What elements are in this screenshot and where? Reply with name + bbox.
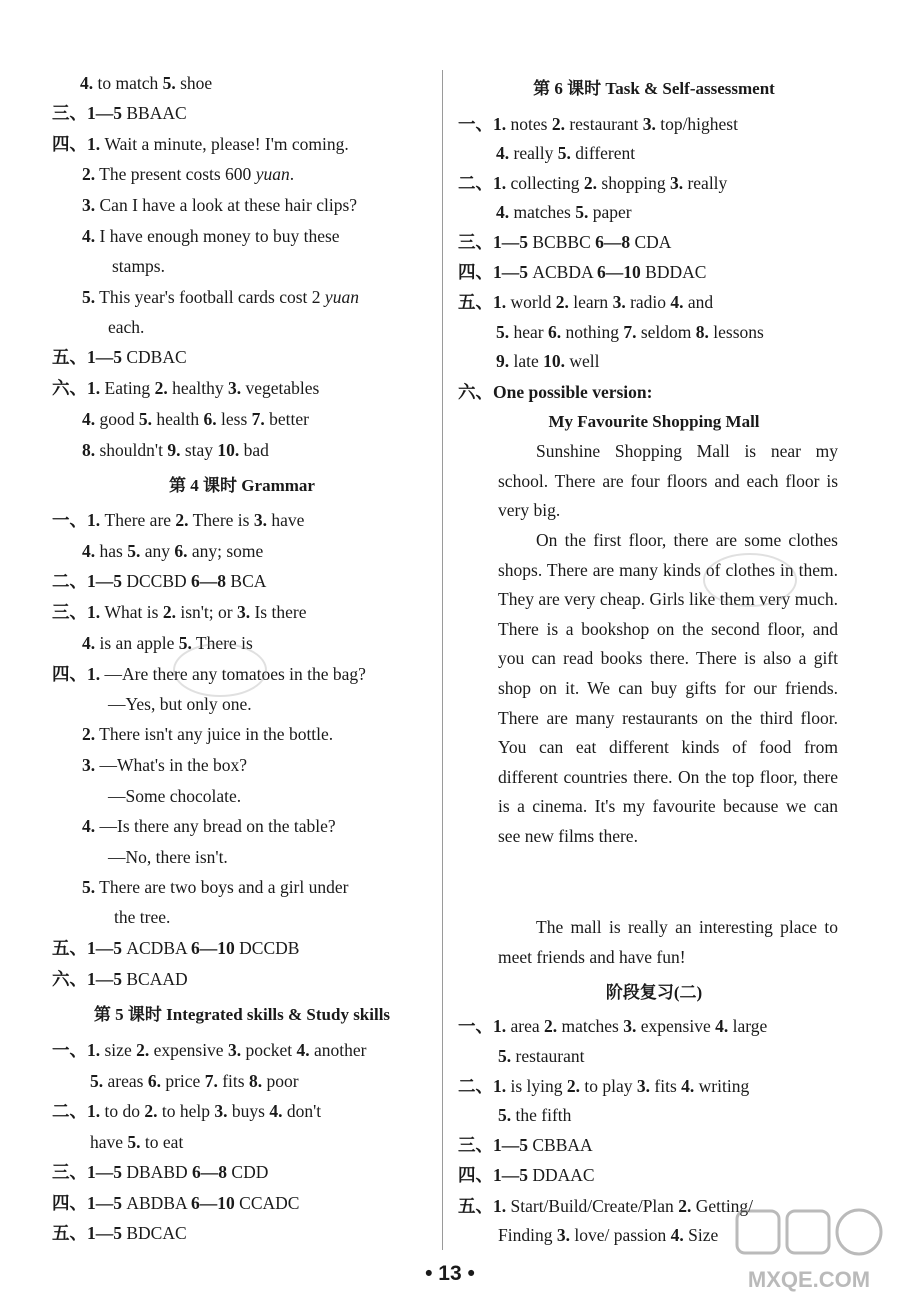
answer-line: 一、1. area 2. matches 3. expensive 4. large: [458, 1016, 768, 1036]
answer-line: 4. I have enough money to buy these: [82, 226, 340, 246]
answer-line: 五、1—5 CDBAC: [52, 347, 187, 367]
answer-line: Finding 3. love/ passion 4. Size: [498, 1225, 719, 1245]
answer-line: 三、1—5 CBBAA: [458, 1135, 593, 1155]
answer-line: 三、1. What is 2. isn't; or 3. Is there: [52, 602, 307, 622]
column-divider: [442, 70, 443, 1250]
answer-line: 一、1. notes 2. restaurant 3. top/highest: [458, 114, 738, 134]
answer-line: 二、1. to do 2. to help 3. buys 4. don't: [52, 1101, 322, 1121]
answer-line: 5. the fifth: [498, 1105, 572, 1125]
lesson-heading: 第 5 课时 Integrated skills & Study skills: [93, 1005, 391, 1024]
answer-line: 5. This year's football cards cost 2 yuan: [82, 287, 359, 307]
answer-line: 六、1—5 BCAAD: [52, 969, 188, 989]
answer-line: 4. really 5. different: [496, 143, 636, 163]
answer-line: 5. areas 6. price 7. fits 8. poor: [90, 1071, 299, 1091]
answer-line: 5. hear 6. nothing 7. seldom 8. lessons: [496, 322, 764, 342]
answer-line: each.: [108, 317, 145, 337]
answer-line: 四、1—5 ABDBA 6—10 CCADC: [52, 1193, 300, 1213]
answer-line: 4. —Is there any bread on the table?: [82, 816, 336, 836]
answer-line: 三、1—5 DBABD 6—8 CDD: [52, 1162, 269, 1182]
answer-line: 8. shouldn't 9. stay 10. bad: [82, 440, 269, 460]
answer-line: 三、1—5 BBAAC: [52, 103, 187, 123]
answer-line: 3. —What's in the box?: [82, 755, 247, 775]
answer-line: 5. restaurant: [498, 1046, 585, 1066]
essay-paragraph: On the first floor, there are some clothes shops. There are many kinds of clothes in them. They are very cheap. Girls like them very much. There is a bookshop on the second floor, and you can read books there. There is also a gift shop on it. We can buy gifts for our friends. There are many restaurants on the third floor. You can eat different kinds of food from different countries there. On the top floor, there is a cinema. It's my favourite because we can see new films there.: [498, 530, 838, 846]
answer-line: 一、1. There are 2. There is 3. have: [52, 510, 305, 530]
answer-line: 二、1—5 DCCBD 6—8 BCA: [52, 571, 267, 591]
answer-line: 3. Can I have a look at these hair clips?: [82, 195, 358, 215]
answer-line: 4. has 5. any 6. any; some: [82, 541, 264, 561]
answer-line: stamps.: [112, 256, 165, 276]
answer-line: 4. good 5. health 6. less 7. better: [82, 409, 309, 429]
answer-line: —Yes, but only one.: [108, 694, 252, 714]
answer-line: 4. to match 5. shoe: [80, 73, 213, 93]
answer-line: 六、1. Eating 2. healthy 3. vegetables: [52, 378, 320, 398]
answer-line: 二、1. is lying 2. to play 3. fits 4. writing: [458, 1076, 750, 1096]
answer-line: —No, there isn't.: [108, 847, 228, 867]
answer-line: have 5. to eat: [90, 1132, 184, 1152]
answer-line: 2. The present costs 600 yuan.: [82, 164, 295, 184]
lesson-heading: 第 6 课时 Task & Self-assessment: [533, 79, 775, 98]
answer-line: 四、1. —Are there any tomatoes in the bag?: [52, 664, 366, 684]
answer-line: 五、1. world 2. learn 3. radio 4. and: [458, 292, 714, 312]
answer-line: 六、One possible version:: [458, 382, 653, 402]
answer-line: the tree.: [114, 907, 171, 927]
answer-line: 四、1—5 ACBDA 6—10 BDDAC: [458, 262, 707, 282]
answer-line: 4. matches 5. paper: [496, 202, 632, 222]
answer-line: —Some chocolate.: [108, 786, 242, 806]
lesson-heading: 第 4 课时 Grammar: [169, 476, 315, 495]
watermark-text: MXQE.COM: [747, 1267, 871, 1292]
essay-title: My Favourite Shopping Mall: [548, 412, 760, 431]
essay-paragraph: Sunshine Shopping Mall is near my school. There are four floors and each floor is very big.: [498, 441, 838, 521]
answer-line: 9. late 10. well: [496, 351, 600, 371]
answer-line: 五、1—5 BDCAC: [52, 1223, 187, 1243]
answer-line: 5. There are two boys and a girl under: [82, 877, 349, 897]
answer-line: 2. There isn't any juice in the bottle.: [82, 724, 334, 744]
answer-line: 四、1—5 DDAAC: [458, 1165, 595, 1185]
answer-line: 四、1. Wait a minute, please! I'm coming.: [52, 134, 349, 154]
answer-line: 三、1—5 BCBBC 6—8 CDA: [458, 232, 672, 252]
answer-line: 一、1. size 2. expensive 3. pocket 4. another: [52, 1040, 367, 1060]
answer-line: 五、1. Start/Build/Create/Plan 2. Getting/: [458, 1196, 754, 1216]
faint-stamp-icon: [700, 550, 800, 610]
page-number: • 13 •: [425, 1262, 475, 1285]
answer-line: 二、1. collecting 2. shopping 3. really: [458, 173, 728, 193]
review-heading: 阶段复习(二): [605, 983, 703, 1002]
watermark-logo-icon: [727, 1205, 892, 1297]
answer-line: 五、1—5 ACDBA 6—10 DCCDB: [52, 938, 300, 958]
essay-paragraph: The mall is really an interesting place to meet friends and have fun!: [498, 917, 838, 967]
answer-line: 4. is an apple 5. There is: [82, 633, 253, 653]
faint-stamp-icon: [170, 640, 270, 700]
